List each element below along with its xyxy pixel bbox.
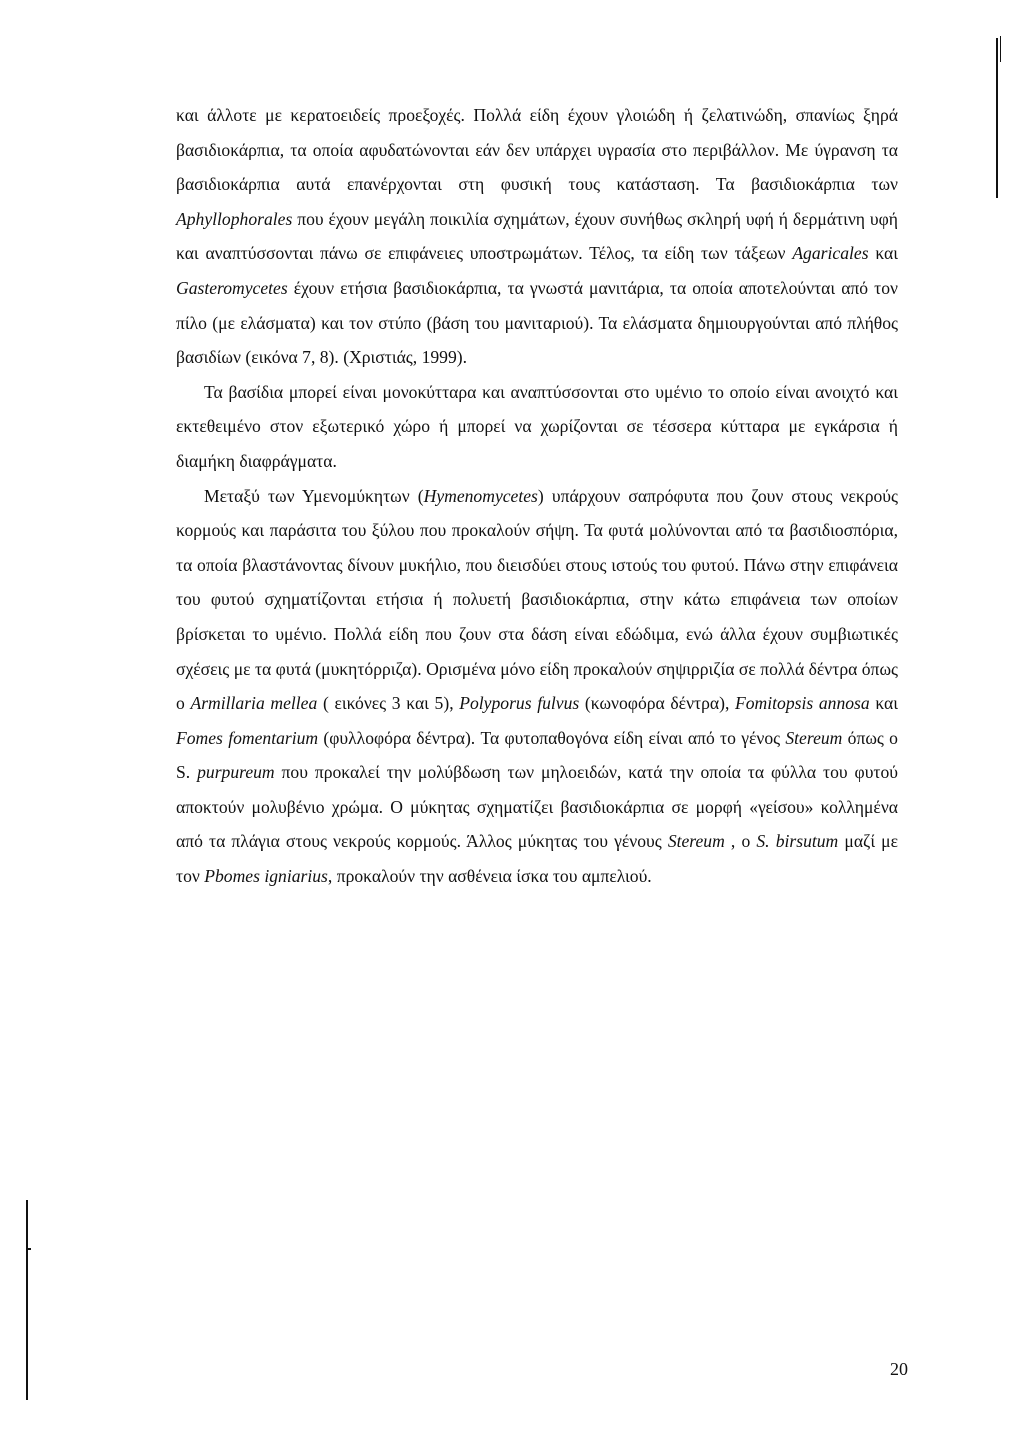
italic-term: Agaricales xyxy=(792,243,869,264)
italic-term: Gasteromycetes xyxy=(176,277,288,298)
page-number: 20 xyxy=(890,1359,908,1379)
scan-edge-mark-top-right xyxy=(1000,36,1001,62)
text-run: , ο xyxy=(724,831,757,852)
text-run: Τα βασίδια μπορεί είναι μονοκύτταρα και αναπτύσσονται στο υμένιο το οποίο είναι ανοιχτό και εκτεθειμένο στον εξωτερικό χώρο ή μπορεί να χωρίζονται σε τέσσερα κύτταρα με εγκάρσια ή διαμήκη διαφράγματα. xyxy=(176,381,898,471)
text-run: που έχουν μεγάλη ποικιλία σχημάτων, έχουν συνήθως σκληρή υφή ή δερμάτινη υφή και αναπτύσσονται πάνω σε επιφάνειες υποστρωμάτων. Τέλος, τα είδη των τάξεων xyxy=(176,208,898,264)
text-run: και άλλοτε με κερατοειδείς προεξοχές. Πολλά είδη έχουν γλοιώδη ή ζελατινώδη, σπανίως ξηρά βασιδιοκάρπια, τα οποία αφυδατώνονται εάν δεν υπάρχει υγρασία στο περιβάλλον. Με ύγρανση τα βασιδιοκάρπια αυτά επανέρχονται στη φυσική τους κατάσταση. Τα βασιδιοκάρπια των xyxy=(176,105,898,195)
italic-term: Hymenomycetes xyxy=(423,485,538,506)
text-run: έχουν ετήσια βασιδιοκάρπια, τα γνωστά μανιτάρια, τα οποία αποτελούνται από τον πίλο (με ελάσματα) και τον στύπο (βάση του μανιταριού). Τα ελάσματα δημιουργούνται από πλήθος βασιδίων (εικόνα 7, 8). (Χριστιάς, 1999). xyxy=(176,277,898,368)
text-run: Μεταξύ των Υμενομύκητων ( xyxy=(204,485,424,506)
scan-edge-line-bottom-left xyxy=(26,1200,28,1400)
paragraph xyxy=(176,479,898,894)
body-text xyxy=(176,98,898,894)
italic-term: Polyporus fulvus xyxy=(459,693,580,714)
italic-term: Stereum xyxy=(667,831,725,852)
text-run: και xyxy=(868,243,899,264)
text-run: (φυλλοφόρα δέντρα). Τα φυτοπαθογόνα είδη είναι από το γένος xyxy=(318,727,786,748)
text-run: μαζί με τον xyxy=(176,831,898,887)
paragraph xyxy=(176,98,898,375)
scan-edge-line-top-right xyxy=(996,38,998,198)
text-run: όπως ο S. xyxy=(176,727,898,783)
text-run: ) υπάρχουν σαπρόφυτα που ζουν στους νεκρούς κορμούς και παράσιτα του ξύλου που προκαλούν σήψη. Τα φυτά μολύνονται από τα βασιδιοσπόρια, τα οποία βλαστάνοντας δίνουν μυκήλιο, που διεισδύει στους ιστούς του φυτού. Πάνω στην επιφάνεια του φυτού σχηματίζονται ετήσια ή πολυετή βασιδιοκάρπια, στην κάτω επιφάνεια των οποίων βρίσκεται το υμένιο. Πολλά είδη που ζουν στα δάση είναι εδώδιμα, ενώ άλλα έχουν συμβιωτικές σχέσεις με τα φυτά (μυκητόρριζα). Ορισμένα μόνο είδη προκαλούν σηψιρριζία σε πολλά δέντρα όπως ο xyxy=(176,485,898,714)
text-run: και xyxy=(869,693,898,714)
italic-term: Pbomes igniarius xyxy=(204,866,328,887)
text-run: (κωνοφόρα δέντρα), xyxy=(579,693,735,714)
italic-term: S. birsutum xyxy=(756,831,839,852)
italic-term: Fomitopsis annosa xyxy=(735,693,870,714)
italic-term: Fomes fomentarium xyxy=(176,727,319,748)
italic-term: Armillaria mellea xyxy=(190,693,318,714)
italic-term: Aphyllophorales xyxy=(176,208,293,229)
paragraph xyxy=(176,375,898,479)
italic-term: purpureum xyxy=(197,762,275,783)
italic-term: Stereum xyxy=(785,727,843,748)
text-run: , προκαλούν την ασθένεια ίσκα του αμπελιού. xyxy=(327,866,652,887)
scan-edge-tick-bottom-left xyxy=(26,1248,31,1250)
text-run: που προκαλεί την μολύβδωση των μηλοειδών, κατά την οποία τα φύλλα του φυτού αποκτούν μολυβένιο χρώμα. Ο μύκητας σχηματίζει βασιδιοκάρπια σε μορφή «γείσου» κολλημένα από τα πλάγια στους νεκρούς κορμούς. Άλλος μύκητας του γένους xyxy=(176,762,898,852)
text-run: ( εικόνες 3 και 5), xyxy=(317,693,460,714)
